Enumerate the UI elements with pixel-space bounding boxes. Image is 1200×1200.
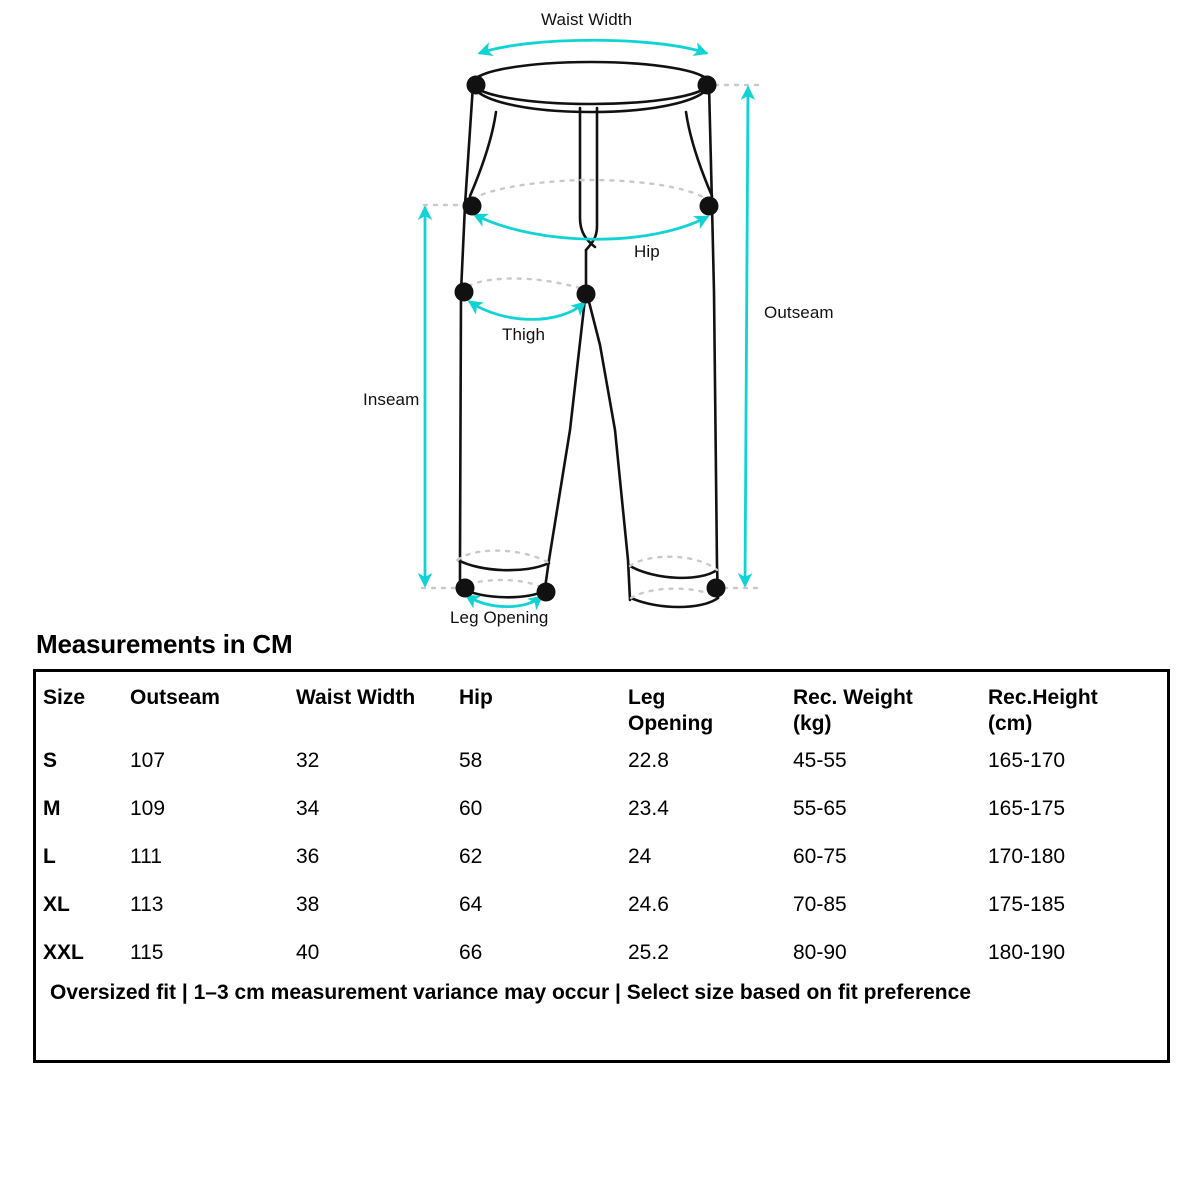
point-leg-opening-left	[456, 579, 475, 598]
cell-outseam: 115	[130, 941, 164, 964]
pants-outline	[458, 62, 718, 607]
cell-hip: 58	[459, 749, 483, 772]
cell-size: XL	[43, 893, 70, 916]
cell-hip: 66	[459, 941, 483, 964]
cell-outseam: 109	[130, 797, 166, 820]
hip-back-guide	[465, 180, 712, 205]
page-title: Measurements in CM	[36, 629, 293, 659]
right-cuff-bottom-edge	[631, 598, 718, 607]
label-thigh: Thigh	[502, 325, 546, 344]
cell-leg-opening: 25.2	[628, 941, 669, 964]
cell-waist-width: 36	[296, 845, 320, 868]
right-cuff-top-edge	[630, 566, 717, 578]
right-outseam-line	[709, 85, 718, 598]
waistband-top-ellipse	[473, 62, 709, 104]
cell-outseam: 111	[130, 845, 162, 868]
table-row	[43, 785, 1174, 833]
waist-width-arrow	[480, 40, 706, 53]
table-row	[43, 833, 1174, 881]
measurement-points	[455, 76, 726, 602]
hidden-guide-lines	[458, 180, 718, 598]
cell-rec-height: 175-185	[988, 893, 1066, 916]
crotch-and-right-inseam-line	[586, 290, 630, 600]
thigh-back-guide	[461, 278, 586, 292]
cell-leg-opening: 22.8	[628, 749, 669, 772]
cell-rec-height: 165-175	[988, 797, 1066, 820]
column-header-leg-opening-line1: Leg	[628, 686, 666, 709]
cell-waist-width: 32	[296, 749, 320, 772]
column-header-leg-opening-line2: Opening	[628, 712, 714, 735]
cell-waist-width: 40	[296, 941, 320, 964]
point-thigh-right	[577, 285, 596, 304]
point-hip-left	[463, 197, 482, 216]
cell-leg-opening: 23.4	[628, 797, 669, 820]
point-outseam-bottom	[707, 579, 726, 598]
column-header-outseam	[130, 675, 296, 737]
fly-left-line	[580, 108, 595, 247]
column-header-size-line1: Size	[43, 686, 86, 709]
column-header-rec-weight-line1: Rec. Weight	[793, 686, 913, 709]
cell-leg-opening: 24.6	[628, 893, 669, 916]
label-inseam: Inseam	[363, 390, 420, 409]
table-row	[43, 881, 1174, 929]
column-header-hip	[459, 675, 628, 737]
left-cuff-top-edge	[458, 560, 549, 570]
column-header-rec-height-line1: Rec.Height	[988, 686, 1098, 709]
cell-waist-width: 38	[296, 893, 320, 916]
point-leg-opening-right	[537, 583, 556, 602]
column-header-waist-width-line1: Waist Width	[296, 686, 416, 709]
point-thigh-left	[455, 283, 474, 302]
left-cuff-back-guide	[458, 551, 549, 563]
point-waist-right	[698, 76, 717, 95]
cell-rec-weight: 55-65	[793, 797, 847, 820]
cell-rec-weight: 70-85	[793, 893, 847, 916]
label-waist-width: Waist Width	[541, 10, 633, 29]
table-header-row	[43, 675, 1174, 737]
cell-rec-weight: 60-75	[793, 845, 847, 868]
table-row	[43, 929, 1174, 977]
left-pocket-curve	[470, 112, 496, 196]
left-outseam-line	[460, 85, 473, 588]
cell-hip: 62	[459, 845, 483, 868]
hip-arrow	[475, 215, 707, 239]
outseam-arrow	[745, 88, 748, 585]
point-waist-left	[467, 76, 486, 95]
cell-size: L	[43, 845, 56, 868]
column-header-waist-width	[296, 675, 459, 737]
cell-hip: 60	[459, 797, 483, 820]
column-header-outseam-line1: Outseam	[130, 686, 220, 709]
cell-size: XXL	[43, 941, 84, 964]
cell-rec-weight: 80-90	[793, 941, 847, 964]
cell-rec-height: 170-180	[988, 845, 1066, 868]
column-header-size	[43, 675, 130, 737]
label-leg-opening: Leg Opening	[450, 608, 549, 627]
cell-outseam: 107	[130, 749, 166, 772]
cell-rec-height: 165-170	[988, 749, 1066, 772]
measurement-arrows	[425, 40, 748, 606]
table-row	[43, 737, 1174, 785]
size-chart-table-container	[33, 669, 1170, 1063]
cell-outseam: 113	[130, 893, 164, 916]
column-header-rec-height	[988, 675, 1174, 737]
right-pocket-curve	[686, 112, 712, 196]
cell-hip: 64	[459, 893, 483, 916]
left-inseam-line	[545, 290, 586, 588]
right-cuff-back-guide-lower	[631, 589, 718, 598]
column-header-rec-weight-line2: (kg)	[793, 712, 832, 735]
cell-rec-weight: 45-55	[793, 749, 847, 772]
cell-leg-opening: 24	[628, 845, 652, 868]
label-outseam: Outseam	[764, 303, 834, 322]
fit-note: Oversized fit | 1–3 cm measurement variance may occur | Select size based on fit preference	[50, 981, 971, 1004]
cell-waist-width: 34	[296, 797, 320, 820]
column-header-rec-weight	[793, 675, 988, 737]
cell-rec-height: 180-190	[988, 941, 1066, 964]
column-header-hip-line1: Hip	[459, 686, 493, 709]
thigh-arrow	[470, 302, 584, 319]
cell-size: M	[43, 797, 61, 820]
size-chart-table	[43, 675, 1174, 977]
column-header-rec-height-line2: (cm)	[988, 712, 1033, 735]
column-header-leg-opening	[628, 675, 793, 737]
right-cuff-back-guide	[630, 557, 717, 570]
label-hip: Hip	[634, 242, 660, 261]
cell-size: S	[43, 749, 58, 772]
point-hip-right	[700, 197, 719, 216]
